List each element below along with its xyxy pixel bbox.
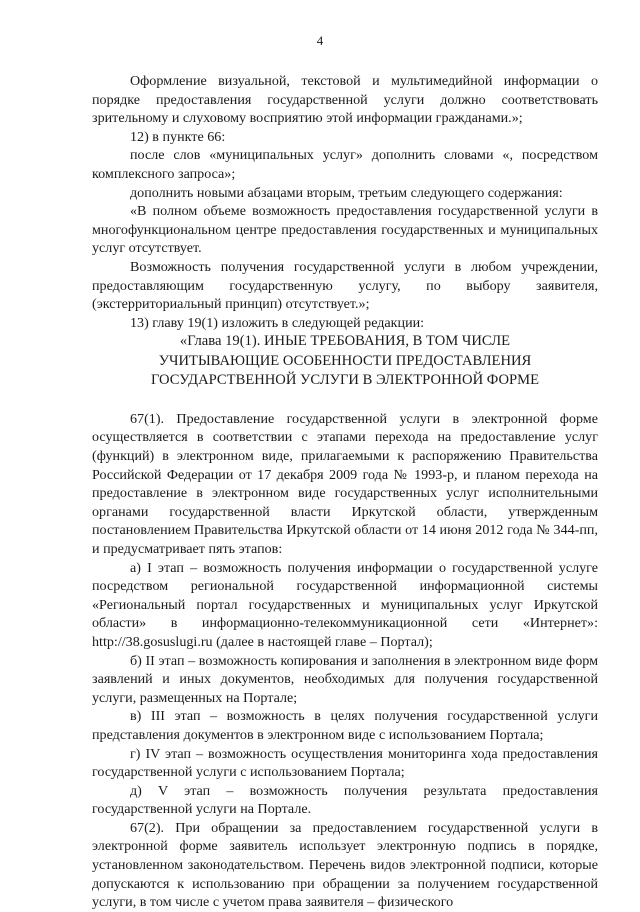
paragraph: дополнить новыми абзацами вторым, третьим следующего содержания: [130, 184, 563, 201]
paragraph: «В полном объеме возможность предоставления государственной услуги в многофункциональном центре предоставления государственных и муниципальных услуг отсутствует. [92, 203, 598, 257]
paragraph: б) II этап – возможность копирования и заполнения в электронном виде форм заявлений и иных документов, необходимых для получения государственной услуги, размещенных на Портале; [92, 652, 598, 706]
paragraph: 67(1). Предоставление государственной услуги в электронной форме осуществляется в соответствии с этапами перехода на предоставление услуг (функций) в электронном виде, прилагаемыми к распоряжению Правительства Российской Федерации от 17 декабря 2009 года № 1993-р, и планом перехода на предоставление в электронном виде государственных услуг исполнительными органами государственной власти Иркутской области, утвержденным постановлением Правительства Иркутской области от 14 июня 2012 года № 344-пп, и предусматривает пять этапов: [92, 410, 598, 557]
paragraph: г) IV этап – возможность осуществления мониторинга хода предоставления государственной услуги с использованием Портала; [92, 745, 598, 781]
page-number: 4 [316, 33, 324, 48]
chapter-heading-line: «Глава 19(1). ИНЫЕ ТРЕБОВАНИЯ, В ТОМ ЧИСЛЕ [179, 333, 511, 350]
chapter-heading-line: УЧИТЫВАЮЩИЕ ОСОБЕННОСТИ ПРЕДОСТАВЛЕНИЯ [158, 352, 532, 369]
paragraph: 12) в пункте 66: [130, 128, 226, 145]
document-body [92, 72, 598, 912]
paragraph: Оформление визуальной, текстовой и мультимедийной информации о порядке предоставления государственной услуги должно соответствовать зрительному и слуховому восприятию этой информации гражданами.»; [92, 73, 598, 127]
paragraph: 67(2). При обращении за предоставлением государственной услуги в электронной форме заявитель использует электронную подпись в порядке, установленном законодательством. Перечень видов электронной подписи, которые допускаются к использованию при обращении за получением государственной услуги, в том числе с учетом права заявителя – физического [92, 819, 598, 911]
paragraph: Возможность получения государственной услуги в любом учреждении, предоставляющим государственную услугу, по выбору заявителя, (экстерриториальный принцип) отсутствует.»; [92, 258, 598, 313]
paragraph: а) I этап – возможность получения информации о государственной услуге посредством региональной государственной информационной системы «Региональный портал государственных и муниципальных услуг Иркутской области» в информационно-телекоммуникационной сети «Интернет»: http://38.gosuslugi.ru (далее в настоящей главе – Портал); [92, 559, 598, 650]
spacer [92, 391, 598, 410]
paragraph: в) III этап – возможность в целях получения государственной услуги представления документов в электронном виде с использованием Портала; [92, 708, 598, 743]
chapter-heading-line: ГОСУДАРСТВЕННОЙ УСЛУГИ В ЭЛЕКТРОННОЙ ФОРМЕ [150, 372, 540, 389]
paragraph: 13) главу 19(1) изложить в следующей редакции: [130, 314, 425, 331]
paragraph: д) V этап – возможность получения результата предоставления государственной услуги на Портале. [92, 782, 598, 818]
paragraph: после слов «муниципальных услуг» дополнить словами «, посредством комплексного запроса»; [92, 147, 598, 182]
